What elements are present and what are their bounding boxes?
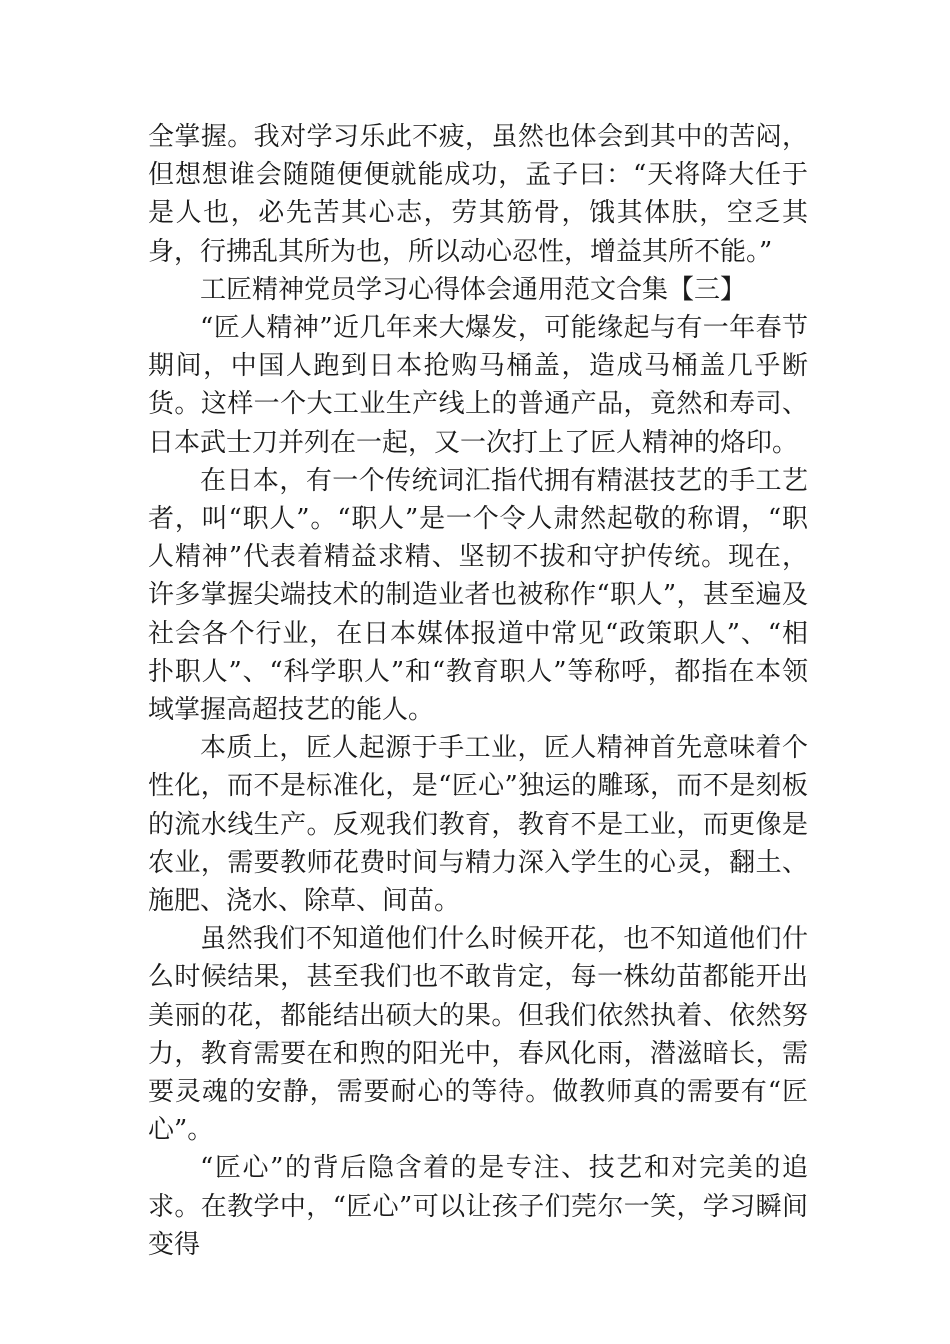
paragraph: “匠心”的背后隐含着的是专注、技艺和对完美的追求。在教学中，“匠心”可以让孩子们莞尔一笑，学习瞬间变得 bbox=[148, 1153, 808, 1260]
section-heading: 工匠精神党员学习心得体会通用范文合集【三】 bbox=[200, 274, 747, 305]
paragraph-continuation: 全掌握。我对学习乐此不疲，虽然也体会到其中的苦闷，但想想谁会随随便便就能成功，孟子曰：“天将降大任于是人也，必先苦其心志，劳其筋骨，饿其体肤，空乏其身，行拂乱其所为也，所以动心忍性，增益其所不能。” bbox=[148, 122, 808, 267]
paragraph: “匠人精神”近几年来大爆发，可能缘起与有一年春节期间，中国人跑到日本抢购马桶盖，造成马桶盖几乎断货。这样一个大工业生产线上的普通产品，竟然和寿司、日本武士刀并列在一起，又一次打上了匠人精神的烙印。 bbox=[148, 313, 808, 458]
paragraph: 虽然我们不知道他们什么时候开花，也不知道他们什么时候结果，甚至我们也不敢肯定，每一株幼苗都能开出美丽的花，都能结出硕大的果。但我们依然执着、依然努力，教育需要在和煦的阳光中，春风化雨，潜滋暗长，需要灵魂的安静，需要耐心的等待。做教师真的需要有“匠心”。 bbox=[148, 924, 808, 1146]
document-body bbox=[148, 118, 808, 1264]
paragraph: 本质上，匠人起源于手工业，匠人精神首先意味着个性化，而不是标准化，是“匠心”独运的雕琢，而不是刻板的流水线生产。反观我们教育，教育不是工业，而更像是农业，需要教师花费时间与精力深入学生的心灵，翻土、施肥、浇水、除草、间苗。 bbox=[148, 733, 808, 917]
paragraph: 在日本，有一个传统词汇指代拥有精湛技艺的手工艺者，叫“职人”。“职人”是一个令人肃然起敬的称谓，“职人精神”代表着精益求精、坚韧不拔和守护传统。现在，许多掌握尖端技术的制造业者也被称作“职人”，甚至遍及社会各个行业，在日本媒体报道中常见“政策职人”、“相扑职人”、“科学职人”和“教育职人”等称呼，都指在本领域掌握高超技艺的能人。 bbox=[148, 465, 808, 726]
